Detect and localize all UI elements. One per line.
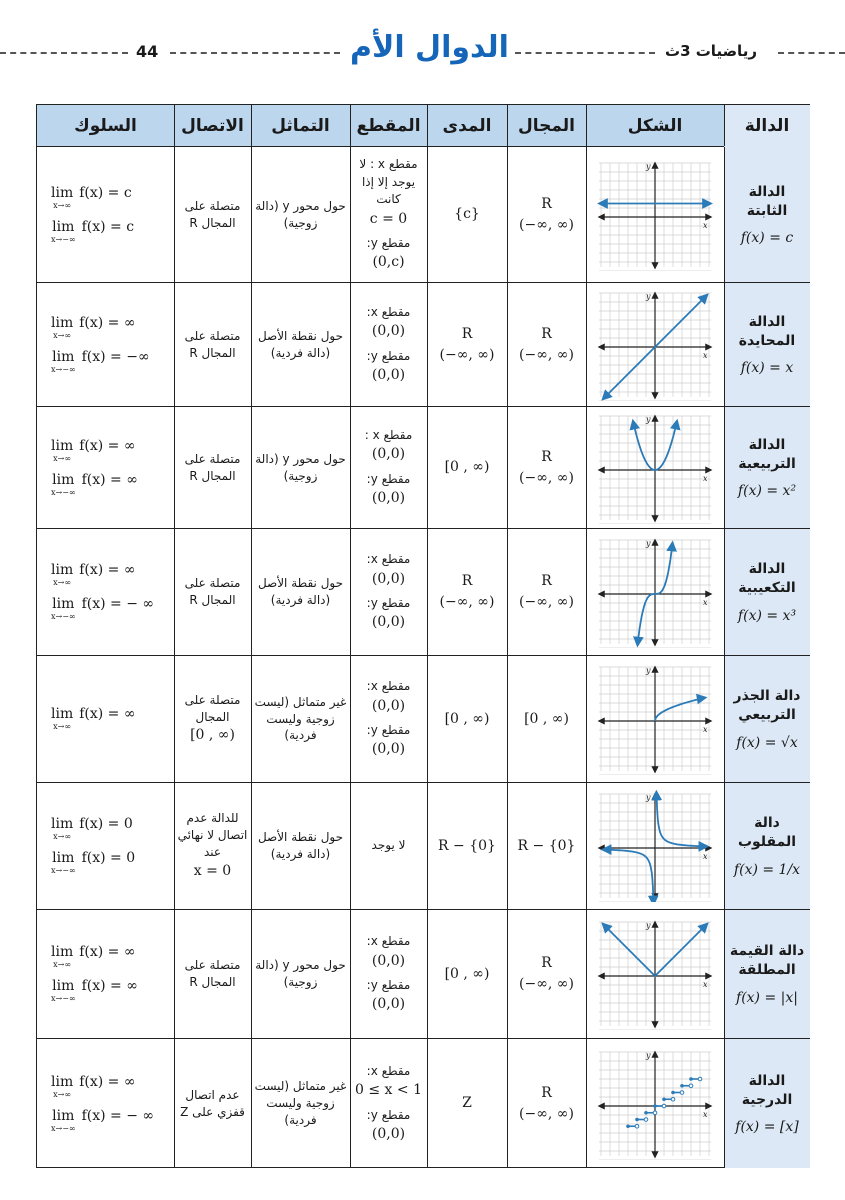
limit-expression: f(x) = 0 bbox=[79, 816, 133, 832]
x-axis-label: x bbox=[703, 1109, 708, 1119]
range-cell bbox=[427, 529, 507, 655]
range-value: Z bbox=[462, 1095, 472, 1111]
limit-expression: f(x) = ∞ bbox=[79, 944, 136, 960]
symmetry-cell bbox=[251, 1039, 350, 1168]
end-behavior-limit bbox=[51, 597, 154, 621]
range-cell bbox=[427, 656, 507, 782]
symmetry-cell bbox=[251, 910, 350, 1038]
header-behavior: السلوك bbox=[74, 116, 137, 136]
step-open-point bbox=[653, 1110, 657, 1114]
limit-expression: f(x) = ∞ bbox=[79, 1073, 136, 1090]
limit-subscript: x→∞ bbox=[53, 453, 72, 463]
step-closed-point bbox=[662, 1097, 666, 1101]
function-name: دالة القيمة المطلقة bbox=[729, 943, 805, 978]
continuity-text: للدالة عدم اتصال لا نهائي عند bbox=[177, 811, 248, 859]
function-name: الدالة الثابتة bbox=[746, 183, 788, 219]
x-intercept-label: مقطع x : bbox=[364, 427, 413, 442]
step-closed-point bbox=[680, 1083, 684, 1087]
function-formula: f(x) = [x] bbox=[735, 1119, 799, 1136]
function-cell bbox=[724, 910, 810, 1038]
function-cell bbox=[724, 407, 810, 528]
limit-word: lim bbox=[51, 816, 74, 832]
y-intercept-value: (0,0) bbox=[371, 489, 406, 506]
domain-value: (−∞, ∞) bbox=[519, 469, 574, 486]
graph-step bbox=[595, 1048, 715, 1160]
x-intercept-label: مقطع x: bbox=[366, 304, 411, 319]
x-intercept-label: مقطع x: bbox=[366, 1063, 411, 1078]
function-name: الدالة الدرجية bbox=[741, 1072, 793, 1108]
table-row bbox=[37, 147, 809, 283]
range-cell bbox=[427, 407, 507, 528]
symmetry-text: حول نقطة الأصل (دالة فردية) bbox=[257, 328, 344, 360]
header-rule-left bbox=[0, 52, 128, 54]
graph-sqrt bbox=[595, 663, 715, 775]
function-name: الدالة التربيعية bbox=[738, 436, 796, 472]
limit-word: lim bbox=[52, 978, 75, 994]
x-intercept-value: (0,0) bbox=[371, 697, 406, 714]
y-intercept-value: (0,c) bbox=[372, 254, 405, 271]
function-name: الدالة المحايدة bbox=[738, 313, 796, 349]
step-closed-point bbox=[671, 1090, 675, 1094]
behavior-cell bbox=[37, 1039, 174, 1168]
behavior-cell bbox=[37, 147, 174, 282]
limit-operator bbox=[51, 186, 73, 210]
y-intercept-value: (0,0) bbox=[371, 741, 406, 758]
domain-value: (−∞, ∞) bbox=[519, 1105, 574, 1122]
symmetry-text: غير متماثل (ليست زوجية وليست فردية) bbox=[254, 694, 347, 743]
intercepts-cell bbox=[350, 147, 427, 282]
x-intercept-label: مقطع x: bbox=[366, 679, 411, 694]
x-intercept-label: مقطع x: bbox=[366, 552, 411, 567]
limit-subscript: x→∞ bbox=[53, 578, 72, 587]
limit-operator bbox=[51, 350, 76, 374]
behavior-cell bbox=[37, 529, 174, 655]
limit-subscript: x→−∞ bbox=[51, 487, 76, 497]
limit-expression: f(x) = − ∞ bbox=[81, 596, 155, 612]
header-domain: المجال bbox=[518, 116, 575, 136]
intercepts-cell bbox=[350, 656, 427, 782]
symmetry-text: حول نقطة الأصل (دالة فردية) bbox=[257, 830, 344, 861]
continuity-text: x = 0 bbox=[193, 862, 232, 879]
end-behavior-limit bbox=[51, 851, 135, 875]
domain-value: R − {0} bbox=[517, 837, 576, 854]
symmetry-text: حول محور y (دالة زوجية) bbox=[255, 198, 346, 230]
header-function: الدالة bbox=[724, 105, 810, 147]
continuity-cell bbox=[174, 910, 251, 1038]
step-open-point bbox=[662, 1104, 666, 1108]
function-name: دالة المقلوب bbox=[737, 815, 797, 850]
y-intercept-label: مقطع y: bbox=[366, 348, 411, 363]
graph-cubic bbox=[595, 536, 715, 648]
y-intercept-label: مقطع y: bbox=[366, 471, 411, 486]
behavior-cell bbox=[37, 407, 174, 528]
x-intercept-label: مقطع x : لا يوجد إلا إذا كانت bbox=[359, 157, 418, 207]
limit-operator bbox=[51, 220, 76, 244]
graph-cell bbox=[586, 147, 724, 282]
symmetry-text: حول محور y (دالة زوجية) bbox=[255, 958, 346, 989]
graph-reciprocal bbox=[595, 790, 715, 902]
intercepts-cell bbox=[350, 910, 427, 1038]
y-intercept-label: مقطع y: bbox=[366, 596, 411, 610]
header-rule-middle-right bbox=[515, 52, 655, 54]
symmetry-cell bbox=[251, 656, 350, 782]
y-intercept-label: مقطع y: bbox=[366, 235, 411, 250]
function-formula: f(x) = √x bbox=[736, 734, 798, 751]
range-value: {c} bbox=[454, 206, 480, 222]
limit-operator bbox=[51, 473, 76, 497]
range-cell bbox=[427, 283, 507, 406]
domain-cell bbox=[507, 283, 586, 406]
limit-word: lim bbox=[51, 314, 74, 331]
end-behavior-limit bbox=[51, 1075, 136, 1099]
header-rule-middle-left bbox=[170, 52, 340, 54]
limit-expression: f(x) = c bbox=[81, 218, 135, 235]
domain-value: (−∞, ∞) bbox=[519, 594, 574, 610]
limit-word: lim bbox=[51, 562, 74, 578]
symmetry-cell bbox=[251, 283, 350, 406]
limit-expression: f(x) = ∞ bbox=[81, 978, 138, 994]
header-continuity: الاتصال bbox=[181, 116, 244, 136]
end-behavior-limit bbox=[51, 350, 150, 374]
graph-cell bbox=[586, 656, 724, 782]
limit-expression: f(x) = − ∞ bbox=[81, 1107, 155, 1124]
intercepts-cell bbox=[350, 783, 427, 909]
end-behavior-limit bbox=[51, 945, 136, 969]
range-value: [0 , ∞) bbox=[444, 459, 490, 475]
range-cell bbox=[427, 147, 507, 282]
limit-subscript: x→−∞ bbox=[51, 234, 76, 244]
end-behavior-limit bbox=[51, 316, 136, 340]
limit-operator bbox=[51, 945, 73, 969]
y-axis-label: y bbox=[646, 1050, 651, 1060]
continuity-text: متصلة على المجال R bbox=[184, 328, 241, 360]
graph-cell bbox=[586, 407, 724, 528]
limit-word: lim bbox=[52, 850, 75, 866]
continuity-cell bbox=[174, 656, 251, 782]
range-value: (−∞, ∞) bbox=[439, 594, 495, 610]
step-open-point bbox=[644, 1117, 648, 1121]
end-behavior-limit bbox=[51, 1109, 154, 1133]
limit-word: lim bbox=[51, 437, 74, 454]
y-axis-label: y bbox=[646, 793, 651, 802]
function-name: دالة الجذر التربيعي bbox=[733, 688, 801, 723]
intercepts-cell bbox=[350, 283, 427, 406]
limit-operator bbox=[51, 707, 73, 731]
limit-operator bbox=[51, 316, 73, 340]
continuity-cell bbox=[174, 1039, 251, 1168]
limit-word: lim bbox=[51, 184, 74, 201]
function-formula: f(x) = c bbox=[740, 230, 794, 247]
end-behavior-limit bbox=[51, 186, 132, 210]
limit-subscript: x→∞ bbox=[53, 960, 72, 969]
limit-operator bbox=[51, 979, 76, 1003]
graph-cell bbox=[586, 910, 724, 1038]
limit-operator bbox=[51, 563, 73, 587]
limit-subscript: x→∞ bbox=[53, 832, 72, 841]
domain-cell bbox=[507, 783, 586, 909]
limit-word: lim bbox=[51, 1073, 74, 1090]
continuity-text: متصلة على المجال R bbox=[184, 198, 241, 230]
behavior-cell bbox=[37, 656, 174, 782]
x-intercept-value: (0,0) bbox=[371, 323, 406, 340]
domain-cell bbox=[507, 656, 586, 782]
limit-expression: f(x) = −∞ bbox=[81, 348, 150, 365]
table-row bbox=[37, 656, 809, 783]
header-range: المدى bbox=[442, 116, 492, 136]
behavior-cell bbox=[37, 283, 174, 406]
y-axis-label: y bbox=[646, 921, 651, 930]
y-axis-label: y bbox=[646, 414, 651, 424]
limit-operator bbox=[51, 1075, 73, 1099]
continuity-cell bbox=[174, 783, 251, 909]
step-closed-point bbox=[626, 1124, 630, 1128]
continuity-cell bbox=[174, 407, 251, 528]
function-formula: f(x) = x² bbox=[737, 483, 797, 500]
x-intercept-value: (0,0) bbox=[371, 570, 406, 587]
domain-value: R bbox=[541, 955, 552, 971]
y-axis-label: y bbox=[646, 291, 651, 301]
intercepts-cell bbox=[350, 407, 427, 528]
domain-value: R bbox=[541, 195, 552, 212]
y-intercept-value: (0,0) bbox=[371, 996, 406, 1013]
x-intercept-label: مقطع x: bbox=[366, 934, 411, 949]
table-row bbox=[37, 407, 809, 529]
range-value: (−∞, ∞) bbox=[439, 346, 495, 363]
step-closed-point bbox=[635, 1117, 639, 1121]
header-rule-right bbox=[778, 52, 845, 54]
domain-cell bbox=[507, 147, 586, 282]
range-value: R bbox=[461, 573, 473, 589]
limit-expression: f(x) = 0 bbox=[81, 850, 136, 866]
function-name: الدالة التكعيبية bbox=[738, 561, 796, 596]
end-behavior-limit bbox=[51, 473, 138, 497]
symmetry-cell bbox=[251, 529, 350, 655]
limit-subscript: x→∞ bbox=[53, 1089, 72, 1099]
range-cell bbox=[427, 783, 507, 909]
parent-functions-table bbox=[36, 104, 810, 1168]
limit-expression: f(x) = c bbox=[79, 184, 132, 201]
graph-cell bbox=[586, 783, 724, 909]
function-cell bbox=[724, 283, 810, 406]
domain-value: (−∞, ∞) bbox=[519, 216, 574, 233]
continuity-text: عدم اتصال قفزي على Z bbox=[180, 1087, 245, 1119]
domain-value: R bbox=[541, 325, 552, 342]
x-axis-label: x bbox=[703, 220, 708, 230]
limit-word: lim bbox=[52, 596, 75, 612]
function-cell bbox=[724, 147, 810, 282]
behavior-cell bbox=[37, 910, 174, 1038]
step-closed-point bbox=[644, 1110, 648, 1114]
table-row bbox=[37, 283, 809, 407]
limit-subscript: x→−∞ bbox=[51, 1123, 76, 1133]
step-open-point bbox=[671, 1097, 675, 1101]
x-axis-label: x bbox=[703, 598, 708, 607]
domain-cell bbox=[507, 529, 586, 655]
x-axis-label: x bbox=[703, 350, 708, 360]
range-value: [0 , ∞) bbox=[444, 710, 490, 727]
range-value: R bbox=[461, 325, 473, 342]
range-value: [0 , ∞) bbox=[444, 965, 490, 982]
continuity-cell bbox=[174, 283, 251, 406]
function-cell bbox=[724, 783, 810, 909]
step-open-point bbox=[680, 1090, 684, 1094]
domain-cell bbox=[507, 407, 586, 528]
function-formula: f(x) = x³ bbox=[737, 607, 797, 624]
y-intercept-value: (0,0) bbox=[371, 1125, 406, 1142]
limit-expression: f(x) = ∞ bbox=[79, 314, 136, 331]
end-behavior-limit bbox=[51, 817, 133, 841]
end-behavior-limit bbox=[51, 220, 134, 244]
limit-word: lim bbox=[52, 471, 75, 488]
symmetry-text: حول محور y (دالة زوجية) bbox=[255, 451, 346, 483]
function-cell bbox=[724, 1039, 810, 1168]
graph-constant bbox=[595, 159, 715, 271]
limit-operator bbox=[51, 597, 76, 621]
domain-value: R bbox=[541, 448, 552, 465]
continuity-cell bbox=[174, 147, 251, 282]
limit-expression: f(x) = ∞ bbox=[79, 706, 136, 722]
function-formula: f(x) = |x| bbox=[736, 989, 798, 1006]
limit-operator bbox=[51, 1109, 76, 1133]
y-intercept-label: مقطع y: bbox=[366, 723, 411, 737]
continuity-cell bbox=[174, 529, 251, 655]
symmetry-text: حول نقطة الأصل (دالة فردية) bbox=[257, 576, 344, 607]
symmetry-cell bbox=[251, 407, 350, 528]
y-axis-label: y bbox=[646, 666, 651, 675]
limit-subscript: x→∞ bbox=[53, 722, 72, 731]
limit-word: lim bbox=[52, 1107, 75, 1124]
domain-value: R bbox=[541, 1084, 552, 1101]
limit-subscript: x→∞ bbox=[53, 200, 72, 210]
end-behavior-limit bbox=[51, 707, 136, 731]
limit-operator bbox=[51, 851, 76, 875]
domain-value: [0 , ∞) bbox=[524, 710, 569, 727]
limit-subscript: x→−∞ bbox=[51, 994, 76, 1003]
limit-subscript: x→−∞ bbox=[51, 866, 76, 875]
function-cell bbox=[724, 656, 810, 782]
intercepts-cell bbox=[350, 529, 427, 655]
table-row bbox=[37, 1039, 809, 1168]
behavior-cell bbox=[37, 783, 174, 909]
end-behavior-limit bbox=[51, 979, 138, 1003]
end-behavior-limit bbox=[51, 563, 136, 587]
range-value: R − {0} bbox=[438, 837, 496, 854]
limit-expression: f(x) = ∞ bbox=[79, 437, 136, 454]
domain-value: (−∞, ∞) bbox=[519, 346, 574, 363]
x-intercept-value: c = 0 bbox=[369, 210, 408, 227]
symmetry-cell bbox=[251, 783, 350, 909]
domain-value: (−∞, ∞) bbox=[519, 976, 574, 992]
step-closed-point bbox=[653, 1104, 657, 1108]
symmetry-text: غير متماثل (ليست زوجية وليست فردية) bbox=[254, 1079, 347, 1127]
continuity-text: متصلة على المجال R bbox=[184, 958, 241, 989]
y-axis-label: y bbox=[646, 539, 651, 548]
page-number: 44 bbox=[136, 42, 159, 61]
y-axis-label: y bbox=[646, 161, 651, 171]
range-cell bbox=[427, 910, 507, 1038]
header-symmetry: التماثل bbox=[271, 116, 330, 136]
y-intercept-label: مقطع y: bbox=[366, 978, 411, 992]
limit-subscript: x→−∞ bbox=[51, 612, 76, 621]
table-row bbox=[37, 910, 809, 1039]
header-intercepts: المقطع bbox=[356, 116, 421, 136]
domain-value: R bbox=[541, 573, 552, 589]
graph-absolute bbox=[595, 918, 715, 1030]
x-intercept-value: (0,0) bbox=[371, 952, 406, 969]
limit-subscript: x→∞ bbox=[53, 330, 72, 340]
limit-word: lim bbox=[51, 706, 74, 722]
x-axis-label: x bbox=[703, 473, 708, 483]
step-open-point bbox=[698, 1077, 702, 1081]
header-graph: الشكل bbox=[627, 116, 683, 136]
continuity-text: [0 , ∞) bbox=[190, 727, 235, 744]
end-behavior-limit bbox=[51, 439, 136, 463]
limit-word: lim bbox=[52, 218, 75, 235]
domain-cell bbox=[507, 910, 586, 1038]
table-header-row bbox=[37, 105, 809, 147]
x-intercept-value: 0 ≤ x < 1 bbox=[355, 1082, 422, 1099]
step-open-point bbox=[635, 1124, 639, 1128]
domain-cell bbox=[507, 1039, 586, 1168]
limit-operator bbox=[51, 817, 73, 841]
graph-identity bbox=[595, 289, 715, 401]
page-title: الدوال الأم bbox=[350, 30, 509, 65]
limit-subscript: x→−∞ bbox=[51, 364, 76, 374]
symmetry-cell bbox=[251, 147, 350, 282]
x-intercept-label: لا يوجد bbox=[371, 838, 406, 853]
graph-cell bbox=[586, 1039, 724, 1168]
continuity-text: متصلة على المجال R bbox=[184, 451, 241, 483]
step-closed-point bbox=[689, 1077, 693, 1081]
x-axis-label: x bbox=[703, 852, 708, 861]
range-cell bbox=[427, 1039, 507, 1168]
intercepts-cell bbox=[350, 1039, 427, 1168]
limit-expression: f(x) = ∞ bbox=[79, 562, 136, 578]
graph-cell bbox=[586, 529, 724, 655]
limit-word: lim bbox=[52, 348, 75, 365]
step-open-point bbox=[689, 1083, 693, 1087]
x-axis-label: x bbox=[703, 980, 708, 989]
continuity-text: متصلة على المجال bbox=[184, 692, 241, 724]
table-row bbox=[37, 529, 809, 656]
function-curve bbox=[655, 698, 705, 721]
function-formula: f(x) = 1/x bbox=[733, 861, 801, 878]
y-intercept-value: (0,0) bbox=[371, 366, 406, 383]
x-axis-label: x bbox=[703, 725, 708, 734]
limit-operator bbox=[51, 439, 73, 463]
y-intercept-value: (0,0) bbox=[371, 614, 406, 631]
graph-quadratic bbox=[595, 412, 715, 524]
y-intercept-label: مقطع y: bbox=[366, 1107, 411, 1122]
limit-expression: f(x) = ∞ bbox=[81, 471, 138, 488]
graph-cell bbox=[586, 283, 724, 406]
continuity-text: متصلة على المجال R bbox=[184, 576, 241, 607]
function-cell bbox=[724, 529, 810, 655]
table-row bbox=[37, 783, 809, 910]
x-intercept-value: (0,0) bbox=[371, 446, 406, 463]
limit-word: lim bbox=[51, 944, 74, 960]
subject-label: رياضيات 3ث bbox=[665, 42, 757, 60]
function-formula: f(x) = x bbox=[740, 360, 794, 377]
